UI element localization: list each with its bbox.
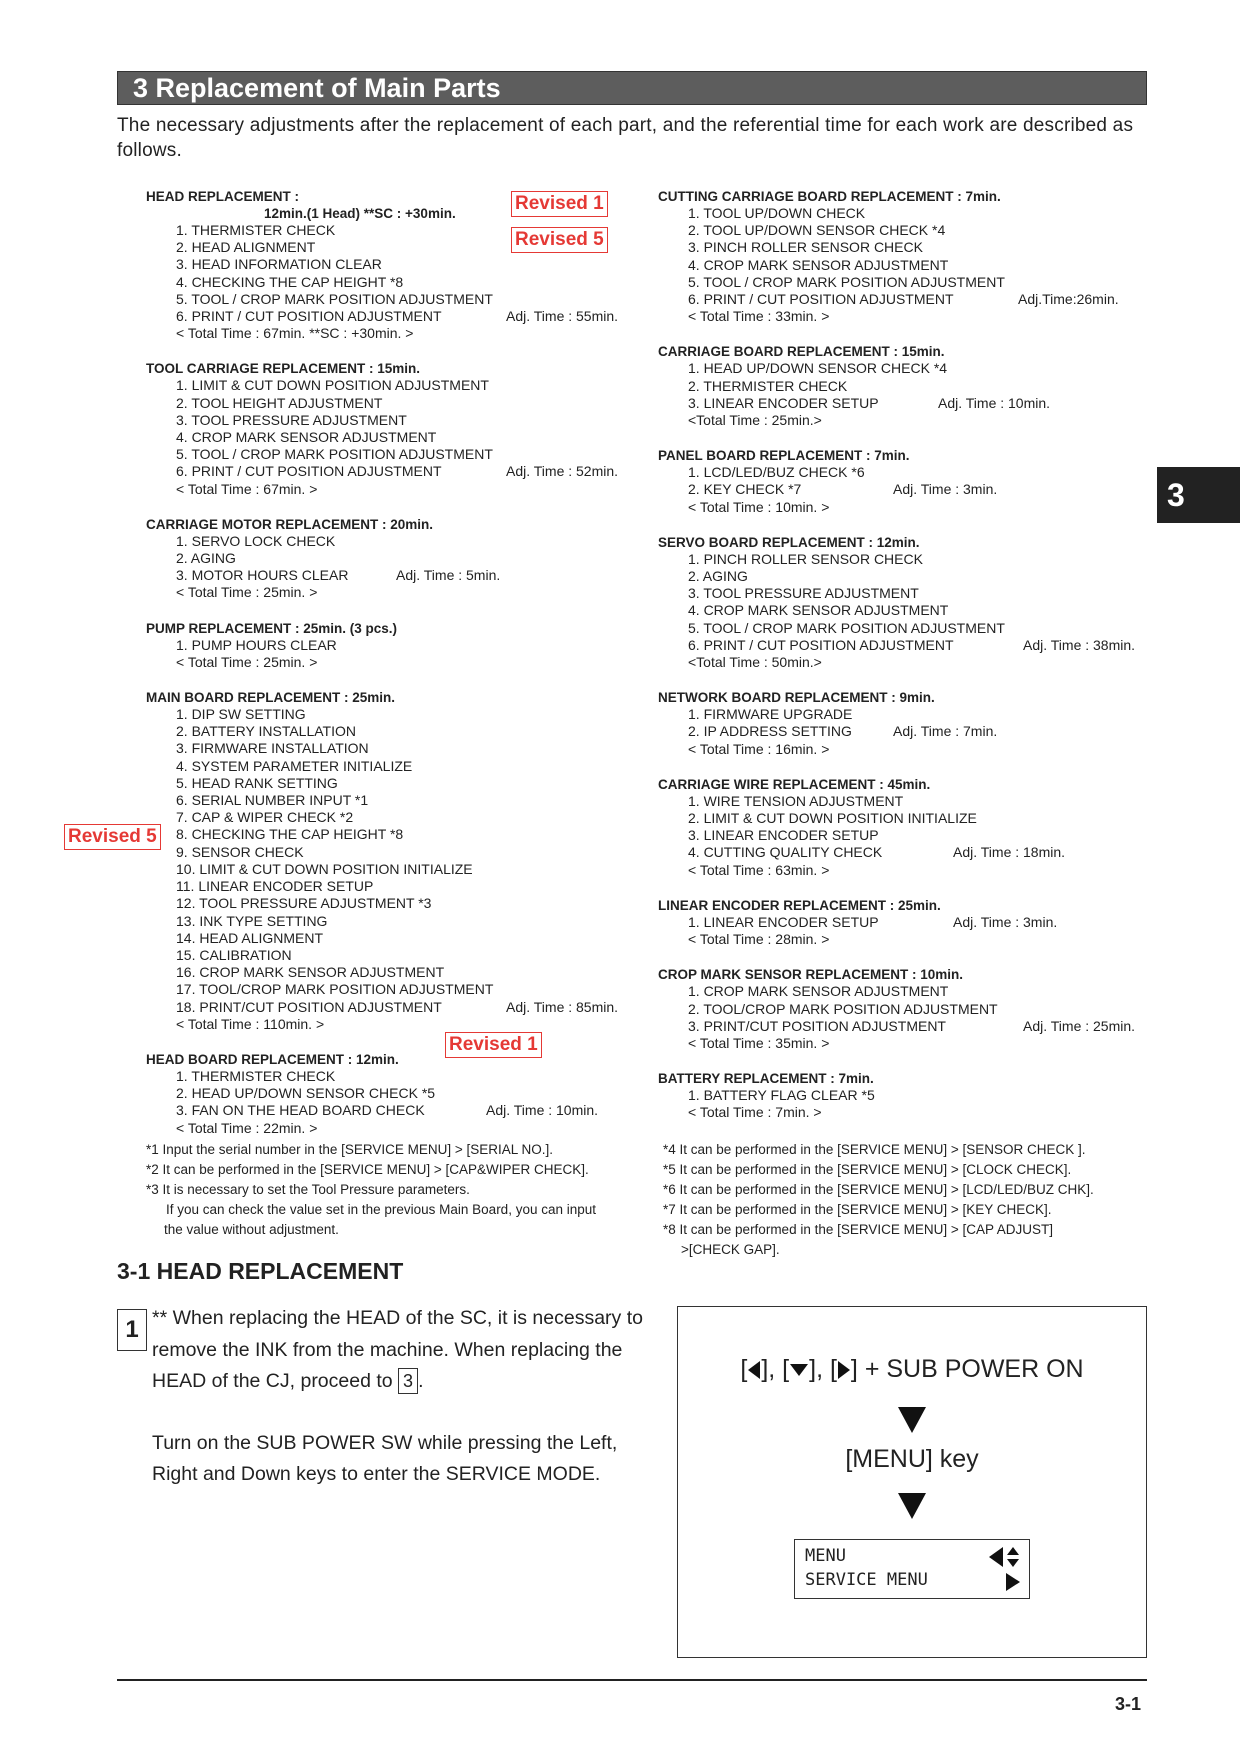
list-item: 3. TOOL PRESSURE ADJUSTMENT bbox=[688, 585, 919, 602]
procedure-list bbox=[658, 914, 1158, 931]
left-updown-arrows-icon bbox=[987, 1546, 1021, 1575]
section-title: TOOL CARRIAGE REPLACEMENT : 15min. bbox=[146, 361, 421, 377]
section-title: CROP MARK SENSOR REPLACEMENT : 10min. bbox=[658, 967, 964, 983]
footnote: *7 It can be performed in the [SERVICE MENU] > [KEY CHECK]. bbox=[663, 1202, 1052, 1217]
adjustment-time: Adj. Time : 18min. bbox=[953, 844, 1066, 861]
total-time: < Total Time : 28min. > bbox=[688, 931, 830, 948]
list-item: 4. CHECKING THE CAP HEIGHT *8 bbox=[176, 273, 404, 290]
list-item: 1. BATTERY FLAG CLEAR *5 bbox=[688, 1087, 875, 1104]
list-item: 5. HEAD RANK SETTING bbox=[176, 774, 338, 791]
list-item: 2. AGING bbox=[688, 568, 748, 585]
footnote: *4 It can be performed in the [SERVICE MENU] > [SENSOR CHECK ]. bbox=[663, 1142, 1086, 1157]
replacement-section bbox=[146, 360, 646, 497]
adjustment-time: Adj. Time : 10min. bbox=[486, 1102, 599, 1119]
step-instructions: ** When replacing the HEAD of the SC, it is necessary to remove the INK from the machine. When replacing the HEAD of the CJ, proceed to 3 . Turn on the SUB POWER SW while pressing the Left, Right and Down keys to enter the SERVICE MODE. bbox=[152, 1303, 662, 1491]
procedure-list bbox=[658, 551, 1158, 654]
list-item: 4. CUTTING QUALITY CHECK Adj. Time : 18min. bbox=[688, 844, 1066, 861]
section-title: SERVO BOARD REPLACEMENT : 12min. bbox=[658, 534, 920, 550]
list-item: 6. PRINT / CUT POSITION ADJUSTMENT Adj. Time : 38min. bbox=[688, 636, 1136, 653]
list-item: 3. FIRMWARE INSTALLATION bbox=[176, 740, 369, 757]
page-number: 3-1 bbox=[1115, 1694, 1142, 1714]
list-item: 6. PRINT / CUT POSITION ADJUSTMENT Adj. Time : 52min. bbox=[176, 463, 619, 480]
list-item: 4. CROP MARK SENSOR ADJUSTMENT bbox=[688, 602, 949, 619]
step-number: 1 bbox=[117, 1309, 147, 1351]
down-key-icon bbox=[790, 1364, 808, 1376]
replacement-section bbox=[658, 897, 1158, 948]
list-item: 5. TOOL / CROP MARK POSITION ADJUSTMENT bbox=[688, 273, 1005, 290]
list-item: 2. LIMIT & CUT DOWN POSITION INITIALIZE bbox=[688, 810, 977, 827]
procedure-list bbox=[146, 1068, 646, 1120]
footnote: *5 It can be performed in the [SERVICE MENU] > [CLOCK CHECK]. bbox=[663, 1162, 1072, 1177]
section-title: CARRIAGE MOTOR REPLACEMENT : 20min. bbox=[146, 516, 434, 532]
adjustment-time: Adj. Time : 38min. bbox=[1023, 636, 1136, 653]
list-item: 1. TOOL UP/DOWN CHECK bbox=[688, 205, 866, 221]
right-column bbox=[658, 188, 1158, 1140]
list-item: 1. SERVO LOCK CHECK bbox=[176, 532, 336, 549]
total-time: < Total Time : 16min. > bbox=[688, 740, 830, 757]
footnote: *6 It can be performed in the [SERVICE MENU] > [LCD/LED/BUZ CHK]. bbox=[663, 1182, 1094, 1197]
list-item: 1. LINEAR ENCODER SETUP Adj. Time : 3min. bbox=[688, 913, 1058, 930]
footnotes-right bbox=[663, 1140, 1163, 1260]
list-item: 3. LINEAR ENCODER SETUP bbox=[688, 827, 879, 844]
list-item: 1. THERMISTER CHECK bbox=[176, 1067, 336, 1084]
list-item: 2. KEY CHECK *7 Adj. Time : 3min. bbox=[688, 481, 998, 498]
list-item: 18. PRINT/CUT POSITION ADJUSTMENT Adj. Time : 85min. bbox=[176, 998, 619, 1015]
total-time: <Total Time : 25min.> bbox=[688, 412, 822, 429]
down-arrow-icon bbox=[898, 1407, 926, 1433]
total-time: < Total Time : 110min. > bbox=[176, 1015, 325, 1032]
footnote: *3 It is necessary to set the Tool Pressure parameters. bbox=[146, 1182, 470, 1197]
step-text: ** When replacing the HEAD of the SC, it is necessary to remove the INK from the machine. When replacing the HEAD of the CJ, proceed to bbox=[152, 1307, 643, 1392]
total-time: < Total Time : 33min. > bbox=[688, 308, 830, 325]
list-item: 1. HEAD UP/DOWN SENSOR CHECK *4 bbox=[688, 360, 948, 377]
list-item: 2. HEAD ALIGNMENT bbox=[176, 239, 316, 256]
total-time: < Total Time : 63min. > bbox=[688, 861, 830, 878]
procedure-list bbox=[658, 706, 1158, 740]
chapter-tab: 3 bbox=[1157, 467, 1240, 523]
list-item: 2. BATTERY INSTALLATION bbox=[176, 723, 356, 740]
left-column bbox=[146, 188, 646, 1155]
footnote: If you can check the value set in the previous Main Board, you can input bbox=[166, 1202, 597, 1217]
list-item: 4. SYSTEM PARAMETER INITIALIZE bbox=[176, 757, 413, 774]
section-title: LINEAR ENCODER REPLACEMENT : 25min. bbox=[658, 897, 941, 913]
replacement-section bbox=[658, 188, 1158, 325]
list-item: 2. TOOL HEIGHT ADJUSTMENT bbox=[176, 394, 383, 411]
list-item: 6. PRINT / CUT POSITION ADJUSTMENT Adj.Time:26min. bbox=[688, 291, 1119, 308]
section-title: HEAD BOARD REPLACEMENT : 12min. bbox=[146, 1051, 399, 1067]
section-title: PANEL BOARD REPLACEMENT : 7min. bbox=[658, 448, 910, 464]
adjustment-time: Adj. Time : 5min. bbox=[396, 567, 501, 584]
list-item: 3. PINCH ROLLER SENSOR CHECK bbox=[688, 239, 923, 256]
list-item: 3. FAN ON THE HEAD BOARD CHECK Adj. Time : 10min. bbox=[176, 1102, 599, 1119]
list-item: 1. CROP MARK SENSOR ADJUSTMENT bbox=[688, 983, 949, 1000]
lcd-line: SERVICE MENU bbox=[805, 1570, 928, 1590]
right-key-icon bbox=[838, 1361, 850, 1379]
procedure-list bbox=[658, 983, 1158, 1035]
list-item: 1. LIMIT & CUT DOWN POSITION ADJUSTMENT bbox=[176, 377, 489, 394]
left-key-icon bbox=[748, 1361, 760, 1379]
list-item: 12. TOOL PRESSURE ADJUSTMENT *3 bbox=[176, 895, 432, 912]
list-item: 1. LCD/LED/BUZ CHECK *6 bbox=[688, 464, 865, 481]
step-reference: 3 bbox=[398, 1368, 418, 1394]
key-sequence-panel bbox=[677, 1306, 1147, 1658]
key-combination: [ ], [ ], [ ] + SUB POWER ON bbox=[740, 1355, 1084, 1383]
list-item: 10. LIMIT & CUT DOWN POSITION INITIALIZE bbox=[176, 860, 473, 877]
list-item: 1. DIP SW SETTING bbox=[176, 706, 306, 723]
adjustment-time: Adj. Time : 52min. bbox=[506, 463, 619, 480]
adjustment-time: Adj. Time : 3min. bbox=[953, 913, 1058, 930]
list-item: 16. CROP MARK SENSOR ADJUSTMENT bbox=[176, 964, 445, 981]
down-arrow-icon bbox=[898, 1493, 926, 1519]
replacement-section bbox=[146, 1051, 646, 1137]
list-item: 1. PUMP HOURS CLEAR bbox=[176, 636, 337, 653]
revised-label: Revised 5 bbox=[511, 227, 608, 253]
replacement-section bbox=[146, 689, 646, 1033]
section-title: BATTERY REPLACEMENT : 7min. bbox=[658, 1071, 874, 1087]
list-item: 5. TOOL / CROP MARK POSITION ADJUSTMENT bbox=[176, 290, 493, 307]
list-item: 1. FIRMWARE UPGRADE bbox=[688, 706, 853, 723]
list-item: 6. SERIAL NUMBER INPUT *1 bbox=[176, 792, 369, 809]
right-arrow-icon bbox=[1005, 1572, 1021, 1599]
list-item: 5. TOOL / CROP MARK POSITION ADJUSTMENT bbox=[176, 446, 493, 463]
total-time: < Total Time : 25min. > bbox=[176, 584, 318, 601]
total-time: < Total Time : 35min. > bbox=[688, 1034, 830, 1051]
chapter-title: 3 Replacement of Main Parts bbox=[117, 71, 1147, 105]
list-item: 3. MOTOR HOURS CLEAR Adj. Time : 5min. bbox=[176, 567, 501, 584]
list-item: 4. CROP MARK SENSOR ADJUSTMENT bbox=[176, 429, 437, 446]
list-item: 5. TOOL / CROP MARK POSITION ADJUSTMENT bbox=[688, 619, 1005, 636]
adjustment-time: Adj. Time : 7min. bbox=[893, 723, 998, 740]
list-item: 4. CROP MARK SENSOR ADJUSTMENT bbox=[688, 256, 949, 273]
list-item: 2. AGING bbox=[176, 550, 236, 567]
list-item: 3. TOOL PRESSURE ADJUSTMENT bbox=[176, 411, 407, 428]
list-item: 7. CAP & WIPER CHECK *2 bbox=[176, 809, 354, 826]
section-title: CARRIAGE WIRE REPLACEMENT : 45min. bbox=[658, 776, 931, 792]
procedure-list bbox=[658, 793, 1158, 862]
lcd-line: MENU bbox=[805, 1546, 846, 1566]
menu-key-label: [MENU] key bbox=[845, 1445, 979, 1473]
replacement-section bbox=[658, 534, 1158, 671]
replacement-section bbox=[658, 776, 1158, 879]
list-item: 1. THERMISTER CHECK bbox=[176, 222, 336, 238]
footer-divider bbox=[117, 1679, 1147, 1681]
procedure-list bbox=[146, 377, 646, 480]
procedure-list bbox=[658, 1087, 1158, 1104]
revised-label: Revised 1 bbox=[445, 1032, 542, 1058]
section-title: NETWORK BOARD REPLACEMENT : 9min. bbox=[658, 690, 935, 706]
procedure-list bbox=[658, 464, 1158, 498]
total-time: <Total Time : 50min.> bbox=[688, 654, 822, 671]
list-item: 17. TOOL/CROP MARK POSITION ADJUSTMENT bbox=[176, 981, 494, 998]
replacement-section bbox=[146, 620, 646, 671]
procedure-list bbox=[658, 360, 1158, 412]
list-item: 2. THERMISTER CHECK bbox=[688, 377, 848, 394]
adjustment-time: Adj. Time : 10min. bbox=[938, 394, 1051, 411]
footnotes-left bbox=[146, 1140, 666, 1240]
total-time: < Total Time : 67min. **SC : +30min. > bbox=[176, 325, 414, 342]
procedure-list bbox=[146, 533, 646, 585]
adjustment-time: Adj.Time:26min. bbox=[1018, 291, 1119, 308]
replacement-section bbox=[658, 689, 1158, 758]
list-item: 1. PINCH ROLLER SENSOR CHECK bbox=[688, 550, 923, 567]
section-title: CUTTING CARRIAGE BOARD REPLACEMENT : 7min. bbox=[658, 189, 1001, 204]
replacement-section bbox=[146, 516, 646, 602]
footnote: *2 It can be performed in the [SERVICE MENU] > [CAP&WIPER CHECK]. bbox=[146, 1162, 589, 1177]
list-item: 15. CALIBRATION bbox=[176, 946, 292, 963]
section-title: HEAD REPLACEMENT : bbox=[146, 189, 300, 204]
adjustment-time: Adj. Time : 55min. bbox=[506, 308, 619, 325]
procedure-list bbox=[146, 637, 646, 654]
list-item: 2. HEAD UP/DOWN SENSOR CHECK *5 bbox=[176, 1085, 436, 1102]
list-item: 11. LINEAR ENCODER SETUP bbox=[176, 878, 374, 895]
footnote: *8 It can be performed in the [SERVICE MENU] > [CAP ADJUST] bbox=[663, 1222, 1054, 1237]
footnote: the value without adjustment. bbox=[164, 1222, 339, 1237]
total-time: < Total Time : 22min. > bbox=[176, 1119, 318, 1136]
list-item: 6. PRINT / CUT POSITION ADJUSTMENT Adj. Time : 55min. bbox=[176, 308, 619, 325]
section-title: MAIN BOARD REPLACEMENT : 25min. bbox=[146, 690, 396, 706]
list-item: 3. HEAD INFORMATION CLEAR bbox=[176, 256, 382, 273]
total-time: < Total Time : 25min. > bbox=[176, 653, 318, 670]
list-item: 1. WIRE TENSION ADJUSTMENT bbox=[688, 792, 904, 809]
list-item: 2. IP ADDRESS SETTING Adj. Time : 7min. bbox=[688, 723, 998, 740]
replacement-section bbox=[658, 966, 1158, 1052]
list-item: 3. LINEAR ENCODER SETUP Adj. Time : 10min. bbox=[688, 394, 1051, 411]
section-title: CARRIAGE BOARD REPLACEMENT : 15min. bbox=[658, 344, 945, 360]
replacement-section bbox=[658, 343, 1158, 429]
list-item: 3. PRINT/CUT POSITION ADJUSTMENT Adj. Time : 25min. bbox=[688, 1017, 1136, 1034]
lcd-display bbox=[794, 1539, 1030, 1599]
total-time: < Total Time : 10min. > bbox=[688, 498, 830, 515]
step-text: Turn on the SUB POWER SW while pressing the Left, Right and Down keys to enter the SERVICE MODE. bbox=[152, 1431, 618, 1485]
adjustment-time: Adj. Time : 85min. bbox=[506, 998, 619, 1015]
intro-paragraph: The necessary adjustments after the replacement of each part, and the referential time for each work are described as follows. bbox=[117, 115, 1134, 161]
section-subtitle: 12min.(1 Head) **SC : +30min. bbox=[264, 206, 456, 221]
footnote: *1 Input the serial number in the [SERVICE MENU] > [SERIAL NO.]. bbox=[146, 1142, 554, 1157]
procedure-list bbox=[658, 205, 1158, 308]
total-time: < Total Time : 67min. > bbox=[176, 480, 318, 497]
section-title: PUMP REPLACEMENT : 25min. (3 pcs.) bbox=[146, 620, 398, 636]
section-heading: 3-1 HEAD REPLACEMENT bbox=[117, 1258, 404, 1284]
list-item: 2. TOOL/CROP MARK POSITION ADJUSTMENT bbox=[688, 1000, 998, 1017]
replacement-section bbox=[658, 447, 1158, 516]
replacement-section bbox=[658, 1070, 1158, 1121]
list-item: 14. HEAD ALIGNMENT bbox=[176, 929, 324, 946]
list-item: 9. SENSOR CHECK bbox=[176, 843, 304, 860]
revised-label: Revised 5 bbox=[64, 824, 161, 850]
list-item: 8. CHECKING THE CAP HEIGHT *8 bbox=[176, 826, 404, 843]
adjustment-time: Adj. Time : 25min. bbox=[1023, 1017, 1136, 1034]
revised-label: Revised 1 bbox=[511, 191, 608, 217]
adjustment-time: Adj. Time : 3min. bbox=[893, 481, 998, 498]
list-item: 13. INK TYPE SETTING bbox=[176, 912, 328, 929]
footnote: >[CHECK GAP]. bbox=[681, 1242, 780, 1257]
list-item: 2. TOOL UP/DOWN SENSOR CHECK *4 bbox=[688, 222, 946, 239]
procedure-list bbox=[146, 706, 646, 1016]
total-time: < Total Time : 7min. > bbox=[688, 1104, 822, 1121]
